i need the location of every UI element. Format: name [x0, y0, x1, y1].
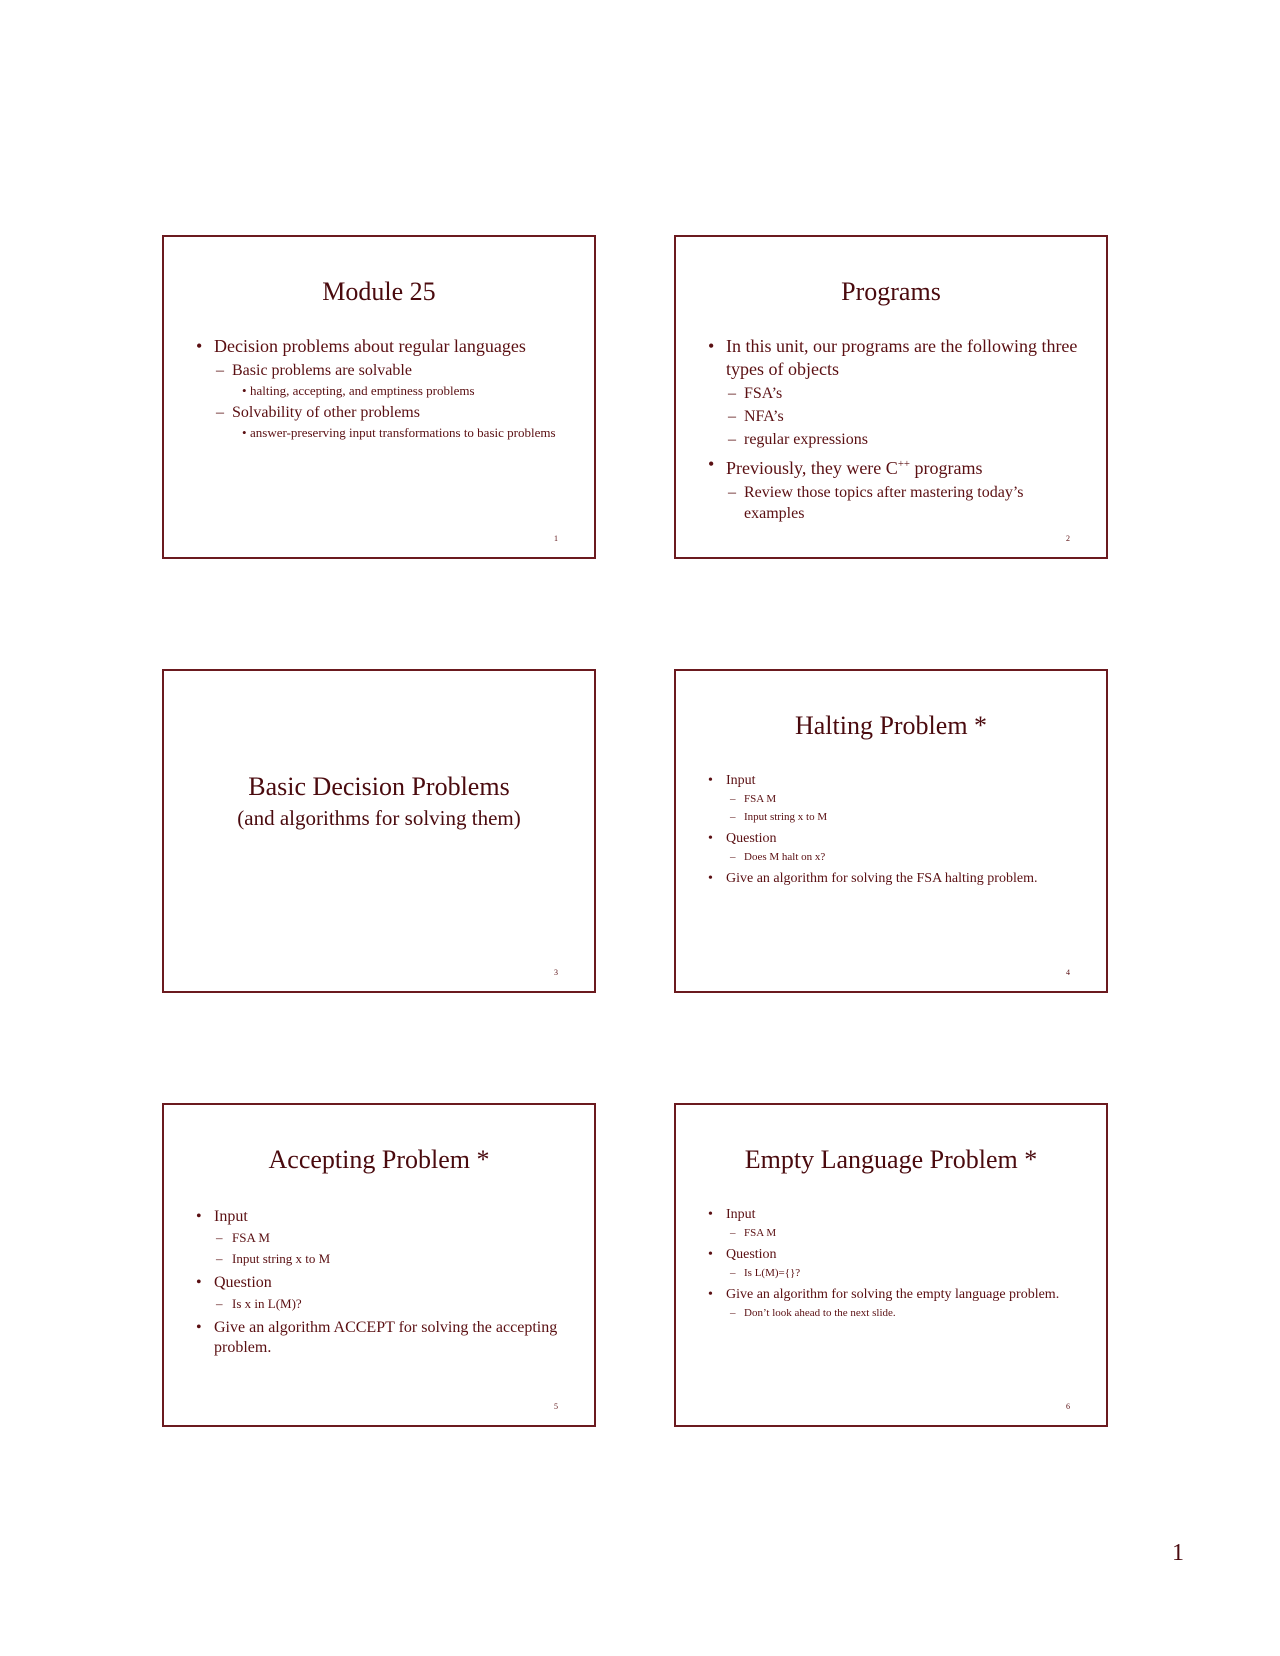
slide-body [196, 335, 574, 442]
slide-subtitle: (and algorithms for solving them) [237, 806, 521, 830]
bullet-text: Previously, they were C [726, 458, 898, 478]
slide-title: Accepting Problem * [268, 1145, 490, 1174]
slide-4 [674, 669, 1108, 993]
slide-body [708, 335, 1086, 524]
bullet: • In this unit, our programs are the following three types of objects [708, 335, 1086, 381]
slide-body [708, 1202, 1086, 1322]
sub-bullet: – Don’t look ahead to the next slide. [708, 1305, 1086, 1322]
bullet: • Decision problems about regular languages [196, 335, 574, 358]
slide-title: Programs [841, 277, 941, 306]
slide-number: 5 [554, 1402, 558, 1411]
slide-number: 2 [1066, 534, 1070, 543]
slide-title: Halting Problem * [794, 711, 988, 740]
bullet: • Input [708, 772, 1086, 790]
sub-sub-bullet: • answer-preserving input transformations to basic problems [196, 424, 574, 442]
bullet: • Question [196, 1273, 574, 1293]
bullet: • Question [708, 830, 1086, 848]
slide-6 [674, 1103, 1108, 1427]
sub-bullet: – Input string x to M [708, 809, 1086, 826]
sub-bullet: – NFA’s [708, 406, 1086, 427]
sub-bullet: – FSA’s [708, 383, 1086, 404]
sub-bullet: – Review those topics after mastering today’s examples [708, 482, 1086, 524]
sub-bullet: – FSA M [196, 1228, 574, 1248]
slide-number: 4 [1066, 968, 1070, 977]
slide-2 [674, 235, 1108, 559]
sub-bullet: – Solvability of other problems [196, 402, 574, 423]
page-number: 1 [1172, 1540, 1184, 1566]
slide-title: Empty Language Problem * [744, 1145, 1038, 1174]
sub-bullet: – Does M halt on x? [708, 849, 1086, 866]
section-title [164, 772, 594, 831]
slide-3 [162, 669, 596, 993]
slide-title: Basic Decision Problems [248, 772, 510, 801]
bullet [708, 453, 1086, 480]
bullet: • Input [196, 1207, 574, 1227]
bullet: • Give an algorithm for solving the FSA halting problem. [708, 870, 1086, 888]
sub-bullet: – FSA M [708, 791, 1086, 808]
bullet: • Question [708, 1246, 1086, 1264]
sub-bullet: – Is L(M)={}? [708, 1265, 1086, 1282]
bullet: • Input [708, 1206, 1086, 1224]
sub-bullet: – regular expressions [708, 429, 1086, 450]
bullet-superscript: ++ [897, 458, 910, 470]
slide-1 [162, 235, 596, 559]
sub-sub-bullet: • halting, accepting, and emptiness problems [196, 382, 574, 400]
slide-number: 3 [554, 968, 558, 977]
slide-5 [162, 1103, 596, 1427]
sub-bullet: – Input string x to M [196, 1249, 574, 1269]
bullet: • Give an algorithm ACCEPT for solving the accepting problem. [196, 1318, 574, 1358]
sub-bullet: – Basic problems are solvable [196, 360, 574, 381]
slide-title: Module 25 [322, 277, 436, 306]
sub-bullet: – Is x in L(M)? [196, 1294, 574, 1314]
slide-number: 1 [554, 534, 558, 543]
bullet: • Give an algorithm for solving the empty language problem. [708, 1286, 1086, 1304]
sub-bullet: – FSA M [708, 1225, 1086, 1242]
bullet-text: programs [910, 458, 983, 478]
slide-number: 6 [1066, 1402, 1070, 1411]
slide-body [196, 1203, 574, 1358]
slide-body [708, 768, 1086, 888]
